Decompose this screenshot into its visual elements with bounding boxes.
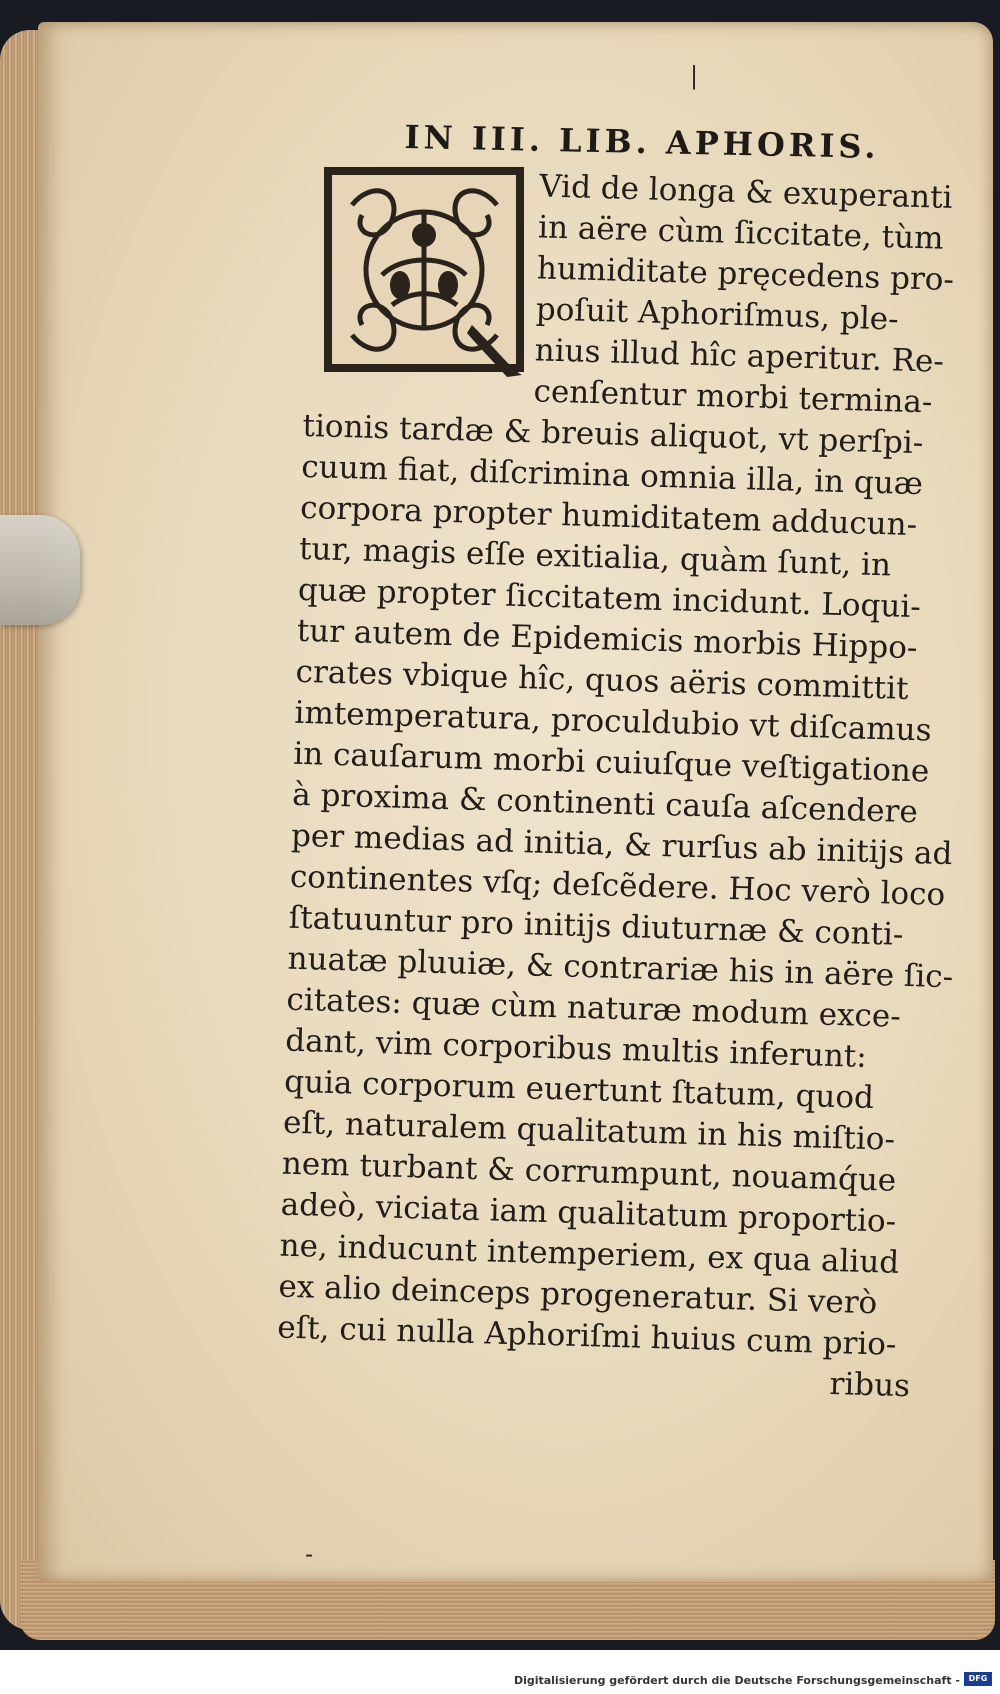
text-line: adeò, viciata iam qualitatum proportio- <box>280 1186 897 1240</box>
text-line: citates: quæ cùm naturæ modum exce- <box>286 981 902 1035</box>
text-line: cenſentur morbi termina- <box>533 373 933 421</box>
text-line: corpora propter humiditatem adducun- <box>299 489 918 544</box>
page-mark-bottom: - <box>305 1540 314 1568</box>
text-line: per medias ad initia, & rurſus ab initijs ad <box>290 817 953 873</box>
text-line: dant, vim corporibus multis inferunt: <box>284 1022 868 1075</box>
text-line: ſtatuuntur pro initijs diuturnæ & conti- <box>288 899 904 953</box>
text-line: tionis tardæ & breuis aliquot, vt perſpi- <box>302 407 924 462</box>
text-line: nuatæ pluuiæ, & contrariæ his in aëre ſic- <box>287 940 954 996</box>
text-line: à proxima & continenti cauſa aſcendere <box>291 776 919 831</box>
text-line: quia corporum euertunt ſtatum, quod <box>283 1063 875 1117</box>
running-head: IN III. LIB. APHORIS. <box>404 118 880 166</box>
page-mark-top: | <box>690 62 699 90</box>
text-line: tur autem de Epidemicis morbis Hippo- <box>296 612 918 667</box>
text-line: eſt, cui nulla Aphoriſmi huius cum prio- <box>276 1309 897 1363</box>
text-line: quæ propter ſiccitatem incidunt. Loqui- <box>297 571 922 626</box>
body-text <box>276 160 955 1407</box>
text-line: nius illud hîc aperitur. Re- <box>534 332 945 380</box>
text-line: Vid de longa & exuperanti <box>538 168 953 216</box>
text-line: continentes vſq; deſcẽdere. Hoc verò loco <box>289 858 946 914</box>
text-line: ne, inducunt intemperiem, ex qua aliud <box>279 1227 900 1281</box>
text-line: poſuit Aphoriſmus, ple- <box>535 291 900 338</box>
text-line: eſt, naturalem qualitatum in his miſtio- <box>282 1104 896 1158</box>
catchword: ribus <box>829 1365 911 1405</box>
clamp-tab <box>0 515 80 625</box>
text-line: tur, magis eſſe exitialia, quàm ſunt, in <box>298 530 892 584</box>
dfg-logo-icon: DFG <box>964 1672 992 1686</box>
text-line: imtemperatura, proculdubio vt diſcamus <box>294 694 933 749</box>
footer-credit: Digitalisierung gefördert durch die Deutsche Forschungsgemeinschaft - <box>513 1674 960 1687</box>
text-line: in aëre cùm ſiccitate, tùm <box>537 209 945 257</box>
text-line: crates vbique hîc, quos aëris committit <box>295 653 910 707</box>
text-line: ex alio deinceps progeneratur. Si verò <box>278 1268 878 1322</box>
text-line: humiditate pręcedens pro- <box>536 250 955 299</box>
text-line: nem turbant & corrumpunt, nouamq́ue <box>281 1145 897 1199</box>
text-line: in cauſarum morbi cuiuſque veſtigatione <box>292 735 930 790</box>
footer-bar <box>0 1650 1000 1694</box>
text-line: cuum fiat, diſcrimina omnia illa, in quæ <box>300 448 924 503</box>
